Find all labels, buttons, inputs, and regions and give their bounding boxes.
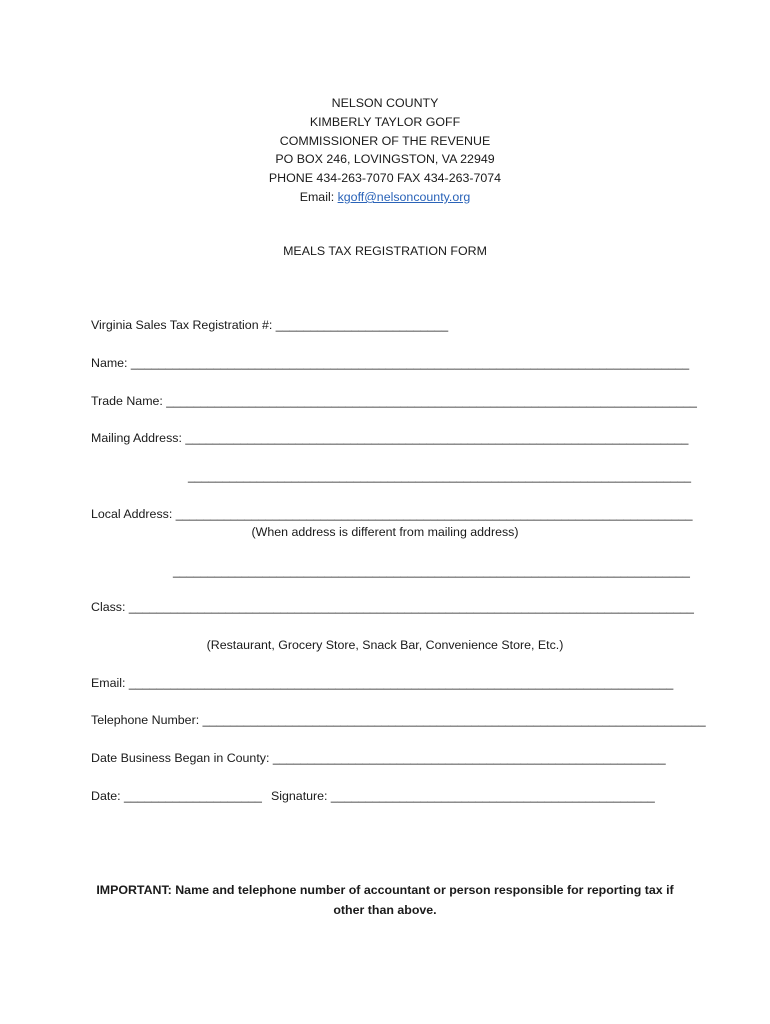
email-field[interactable]: Email: _______________________________________________________________________________	[91, 676, 674, 690]
local-address-field[interactable]: Local Address: ___________________________________________________________________________	[91, 507, 693, 521]
county-name: NELSON COUNTY	[331, 96, 439, 110]
email-link[interactable]: kgoff@nelsoncounty.org	[337, 189, 471, 204]
mailing-address-text: PO BOX 246, LOVINGSTON, VA 22949	[275, 152, 495, 167]
mailing-address-line2[interactable]: _________________________________________________________________________	[188, 469, 692, 483]
email-label: Email:	[299, 189, 338, 204]
class-note: (Restaurant, Grocery Store, Snack Bar, Convenience Store, Etc.)	[206, 638, 564, 652]
class-field[interactable]: Class: __________________________________________________________________________________	[91, 600, 694, 614]
mailing-address-field[interactable]: Mailing Address: _________________________________________________________________________	[91, 431, 689, 445]
letterhead	[0, 94, 770, 207]
date-business-began-field[interactable]: Date Business Began in County: _________________________________________________________	[91, 751, 666, 765]
email-line	[0, 188, 770, 207]
form-title: MEALS TAX REGISTRATION FORM	[283, 244, 487, 258]
commissioner-name: KIMBERLY TAYLOR GOFF	[309, 114, 461, 129]
local-address-line2[interactable]: ___________________________________________________________________________	[173, 564, 690, 578]
name-field[interactable]: Name: _________________________________________________________________________________	[91, 356, 690, 370]
office-title: COMMISSIONER OF THE REVENUE	[279, 133, 491, 148]
phone-fax-text: PHONE 434-263-7070 FAX 434-263-7074	[268, 171, 502, 186]
telephone-field[interactable]: Telephone Number: _________________________________________________________________________	[91, 713, 706, 727]
local-address-note: (When address is different from mailing address)	[251, 525, 519, 539]
important-notice: IMPORTANT: Name and telephone number of accountant or person responsible for reporting tax if other than above.	[96, 883, 674, 917]
va-sales-tax-field[interactable]: Virginia Sales Tax Registration #: _________________________	[91, 318, 449, 332]
trade-name-field[interactable]: Trade Name: _____________________________________________________________________________	[91, 394, 697, 408]
date-field[interactable]: Date: ____________________	[91, 789, 262, 803]
signature-field[interactable]: Signature: _______________________________________________	[271, 789, 655, 803]
